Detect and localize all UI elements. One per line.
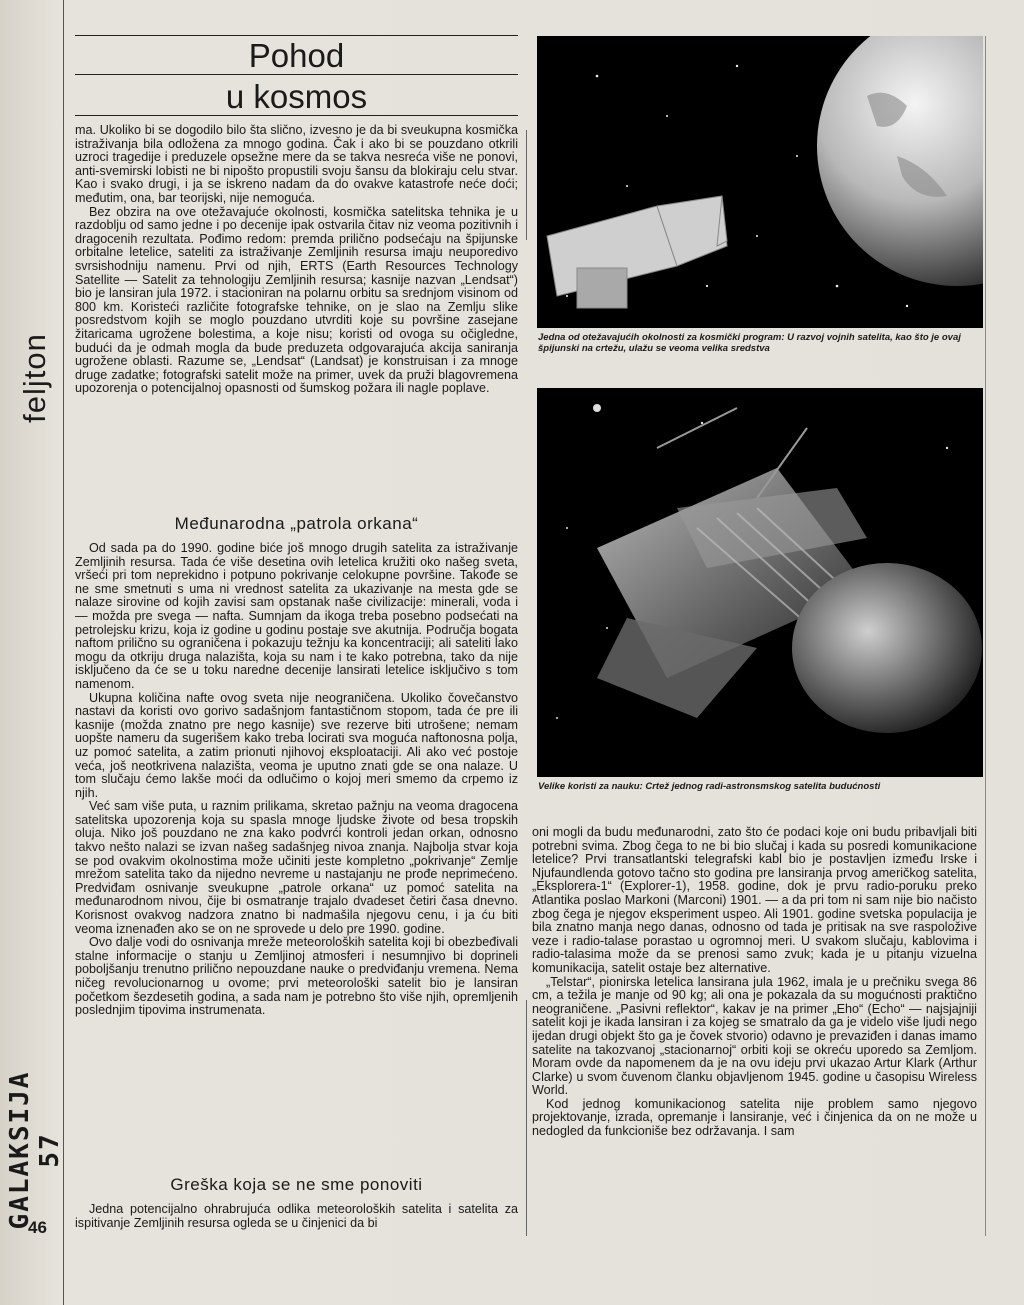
column-1-middle xyxy=(75,542,518,1018)
column-1-bottom xyxy=(75,1203,518,1230)
paragraph: Jedna potencijalno ohrabrujuća odlika meteoroloških satelita i satelita za ispitivanje Zemljinih resursa ogleda se u činjenici da bi xyxy=(75,1202,518,1230)
section-label: feljton xyxy=(17,333,52,423)
column-rule xyxy=(526,130,527,240)
paragraph: „Telstar“, pionirska letelica lansirana jula 1962, imala je u prečniku svega 86 cm, a težila je manje od 90 kg; ali ona je pokazala da su mogućnosti praktično neograničene. „Pasivni reflektor“, kakav je na primer „Eho“ (Echo“ — najsjajniji satelit koji je ikada lansiran i za kojeg se smatralo da ga je videlo više ljudi nego ijedan drugi objekt što ga je čovek stvorio) odavno je prevaziđen i danas imamo satelite na takozvanoj „stacionarnoj“ orbiti koji se okreću uporedo sa Zemljom. Moram ovde da napomenem da je na ovu ideju prvi ukazao Artur Klark (Arthur Clarke) u svom čuvenom članku objavljenom 1945. godine u časopisu Wireless World. xyxy=(532,974,977,1098)
paragraph: Bez obzira na ove otežavajuće okolnosti, kosmička satelitska tehnika je u razdoblju od samo jedne i po decenije ipak ostvarila čitav niz veoma pozitivnih i dragocenih rezultata. Pođimo redom: premda prilično podsećaju na špijunske orbitalne letelice, sateliti za istraživanje Zemljinih resursa imaju neuporedivo svrsishodniju namenu. Prvi od njih, ERTS (Earth Resources Technology Satellite — Satelit za tehnologiju Zemljinih resursa; kasnije nazvan „Lendsat“) bio je lansiran jula 1972. i stacioniran na polarnu orbitu sa srednjom visinom od 800 km. Koristeći različite fotografske tehnike, on je slao na Zemlju slike posredstvom kojih se moglo pouzdano utvrditi koje su površine zasejane žitaricama ugrožene bolestima, a koje nisu; koristi od ovoga su očigledne, budući da je odmah mogla da bude preduzeta odgovarajuća akcija saniranja ugroženе oblasti. Razume se, „Lendsat“ (Landsat) je konstruisan i za mnoge druge zadatke; fotografski satelit može na primer, uvek da pruži blagovremena upozorenja o potencijalnoj opasnosti od šumskog požara ili nagle poplave. xyxy=(75,204,518,396)
paragraph: Već sam više puta, u raznim prilikama, skretao pažnju na veoma dragocena satelitska upozorenja koja su spasla mnoge ljudske živote od besa tropskih oluja. Niko još pouzdano ne zna kako podvrći kontroli jedan orkan, odnosno takvo nešto nalazi se izvan našeg sadašnjeg nivoa znanja. Najbolja stvar koja se pod ovakvim okolnostima može učiniti jeste kompletno „pokrivanje“ Zemlje mrežom satelita tako da nijedno nevreme u nastajanju ne prođe neprimećeno. Predviđam osnivanje sveukupne „patrole orkana“ uz pomoć satelita na međunarodnom nivou, čije bi osmatranje trajalo dvadeset četiri časa dnevno. Korisnost ovakvog nadzora znatno bi nadmašila njegovu cenu, i ja ću biti veoma iznenađen ako se on ne sprovede u delo pre 1990. godine. xyxy=(75,799,518,936)
magazine-name: GALAKSIJA 57 xyxy=(5,1070,65,1230)
paragraph: Od sada pa do 1990. godine biće još mnogo drugih satelita za istraživanje Zemljinih resursa. Tada će više desetina ovih letelica kružiti oko našeg sveta, vršeći pri tom neprekidno i potpuno pokrivanje celokupne površine. Takođe se ne sme smetnuti s uma ni vrednost satelita za ukazivanje na mesta gde se nalaze sirovine od kojih zavisi sam opstanak naše civilizacije: minerali, voda i — možda pre svega — nafta. Sumnjam da ikoga treba posebno podsećati na petrolejsku krizu, koja iz godine u godinu postaje sve akutnija. Područja bogata naftom prilično su ograničena i pokazuju težnju ka koncentraciji; ali sateliti lako mogu da otkriju druga nalazišta, koja su nam i te kako potrebna, tako da nije isključeno da će se u toku naredne decenije lansirati letelice isključivo s tom namenom. xyxy=(75,541,518,691)
subheading-2: Greška koja se ne sme ponoviti xyxy=(170,1175,423,1194)
subheading-1: Međunarodna „patrola orkana“ xyxy=(174,514,419,533)
paragraph: ma. Ukoliko bi se dogodilo bilo šta slično, izvesno je da bi sveukupna kosmička istraživanja bila odložena za mnogo godina. Čak i ako bi se pouzdano otkrili uzroci tragedije i preduzele opsežne mere da se takva nesreća više ne ponovi, anti-svemirski lobisti ne bi nipošto propustili svoju šansu da blokiraju celu stvar. Kao i svako drugi, i ja se iskreno nadam da do ovakve katastrofe neće doći; međutim, ona, bar teorijski, nije nemoguća. xyxy=(75,123,518,205)
title-line-1: Pohod xyxy=(248,37,345,74)
photo-caption-1: Jedna od otežavajućih okolnosti za kosmički program: U razvoj vojnih satelita, kao što je ovaj špijunski na crtežu, ulažu se veoma velika sredstva xyxy=(538,332,961,354)
column-2 xyxy=(532,826,977,1139)
paragraph: Kod jednog komunikacionog satelita nije problem samo njegovo projektovanje, izrada, opremanje i lansiranje, već i činjenica da on ne može u nedogled da funkcioniše bez održavanja. I sam xyxy=(532,1096,977,1139)
paragraph: oni mogli da budu međunarodni, zato što će podaci koje oni budu pribavljali biti potrebni svima. Zbog čega to ne bi bio slučaj i kada su posredi komunikacione letelice? Prvi transatlantski telegrafski kabl bio je postavljen između Irske i Njufaundlenda gotovo tačno sto godina pre lansiranja prvog američkog satelita, „Eksplorera-1“ (Explorer-1), 1958. godine, dok je prvu radio-poruku preko Atlantika poslao Markoni (Marconi) 1901. — a da pri tom ni sam nije bio načisto zbog čega je njegov eksperiment uspeo. Ali 1901. godine svetska populacija je bila znatno manja nego danas, odnosno od tada je pritisak na sve raspoložive veze i radio-talase porastao u ogromnoj meri. U svakom slučaju, kablovima i radio-talasima može da se prenosi samo zvuk; kada je u pitanju vizuelna komunikacija, satelit ostaje bez alternative. xyxy=(532,825,977,975)
title-line-2: u kosmos xyxy=(225,78,368,115)
photo-caption-2: Velike koristi za nauku: Crtež jednog radi-astronsmskog satelita budućnosti xyxy=(538,781,881,792)
column-1-top xyxy=(75,124,518,396)
article-title xyxy=(75,35,518,120)
astronomy-satellite-photo xyxy=(537,388,983,777)
page-number: 46 xyxy=(28,1218,47,1237)
spy-satellite-photo xyxy=(537,36,983,328)
right-margin-rule xyxy=(985,36,986,1236)
paragraph: Ovo dalje vodi do osnivanja mreže meteoroloških satelita koji bi obezbeđivali stalne informacije o stanju u Zemljinoj atmosferi i nesumnjivo bi doprineli poboljšanju trenutno prilično nepouzdane nauke o predviđanju vremena. Nema ničeg revolucionarnog u ovome; prvi meteorološki satelit bio je lansiran početkom šezdesetih godina, a sada nam je potrebno što više njih, opremljenih poslednjim tipovima instrumenata. xyxy=(75,935,518,1018)
column-rule xyxy=(526,1000,527,1236)
paragraph: Ukupna količina nafte ovog sveta nije neograničena. Ukoliko čovečanstvo nastavi da koristi ovo gorivo sadašnjom fantastičnom stopom, tada će pre ili kasnije (možda znatno pre nego kasnije) sve rezerve biti utrošene; nemam uopšte nameru da sugerišem kako treba locirati sva moguća naftonosna polja, uz pomoć satelita, a zatim prionuti njihovoj eksploataciji. Ali ako već postoje veća, još neotkrivena nalazišta, veoma je uputno znati gde se ona nalaze. U tom slučaju ćemo lakše moći da odlučimo o kojoj meri smemo da crpemo iz njih. xyxy=(75,690,518,800)
